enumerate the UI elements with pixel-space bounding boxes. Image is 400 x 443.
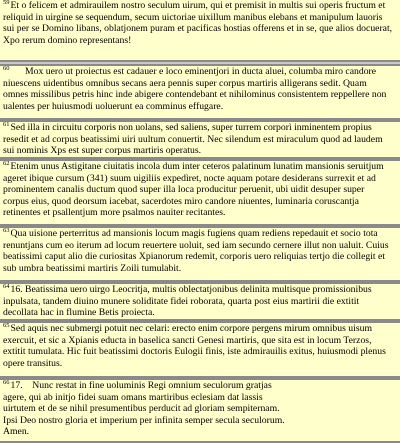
paragraph-text: agere, qui ab initjo fidei suam omans martiribus eclesiam dat lassis xyxy=(3,391,263,403)
paragraph-line xyxy=(3,173,396,185)
paragraph-text: Sed illa in circuitu corporis non uolans, sed saliens, super turrem corporì inminentem propius xyxy=(10,122,372,133)
paragraph-number: 64 xyxy=(3,282,10,290)
paragraph-line xyxy=(3,12,396,24)
paragraph-line xyxy=(3,284,396,296)
paragraph-line xyxy=(3,240,396,252)
paragraph-text: Sed aquis nec submergi potuit nec celari: erecto enim corpore pergens mirum omnibus uisum xyxy=(10,323,372,334)
paragraph-line xyxy=(3,89,396,101)
paragraph-text: renuntjans cum eo iterum ad locum reuertere uoluit, sed iam secundo cernere illut non ualuit. Cuius xyxy=(3,239,389,251)
paragraph-text: sui per se Domino libans, oblatjonem puram et pacificas hostias offerens et in se, que alios docuerat, xyxy=(3,23,393,34)
paragraph-text: ageret ibique cursum (341) suum uigiliis expedìret, nocte aquam potare desiderans surrexit et ad xyxy=(3,172,376,184)
paragraph-text: Ipsi Deo nostro gloria et imperium per infinita semper secula seculorum. xyxy=(3,414,285,426)
paragraph-text: opere transitus. xyxy=(3,357,63,369)
paragraph-text: inpulsata, tandem diuino munere solidìtate fidei roborata, quarta post eius martirii die extitit xyxy=(3,295,360,307)
paragraph-line xyxy=(3,307,396,319)
paragraph-text: extitit tumulata. Hic fuit beatissimi doctoris Eulogii finis, iste admirauilis exitus, huiusmodi plenus xyxy=(3,346,386,357)
paragraph-line xyxy=(3,101,396,113)
paragraph-line xyxy=(3,35,396,47)
paragraph-line xyxy=(3,335,396,347)
paragraph-text: 16. Beatissima uero uirgo Leocritja, multis oblectatjonibus delinita multisque promissionibus xyxy=(10,284,372,295)
paragraph-line xyxy=(3,122,396,134)
paragraph-66 xyxy=(0,378,400,443)
paragraph-line xyxy=(3,145,396,157)
paragraph-line xyxy=(3,196,396,208)
paragraph-line xyxy=(3,415,396,427)
paragraph-text: omnes missilibus petris hinc inde abigere contendebant et nihilominus consistentem reppellere non xyxy=(3,89,387,100)
paragraph-line xyxy=(3,323,396,335)
paragraph-text: retinentes et psallentjum more psalmos nauiter recitantes. xyxy=(3,207,226,218)
paragraph-line xyxy=(3,426,396,438)
paragraph-text: sui nominis Xps est super corpus martiris operatus. xyxy=(3,145,202,156)
paragraph-text: Qua uisione perterritus ad mansionis locum magis fugiens quam rediens repedauit et socio tota xyxy=(10,228,378,239)
paragraph-text: niuescens uidentibus omnibus secans aera pennis super corpus martiris alligerans sedit. Quam xyxy=(3,77,367,89)
paragraph-text: Mox uero ut proiectus est cadauer e loco eminentjori in ducta aluei, columba miro candore xyxy=(10,66,377,77)
paragraph-number: 66 xyxy=(3,378,10,386)
paragraph-line xyxy=(3,66,396,78)
paragraph-text: beatissimi caput alio die curiositas Xpianorum redemit, corporis uero reliquias tertjo die collegit et xyxy=(3,251,386,262)
paragraph-line xyxy=(3,0,396,12)
paragraph-line xyxy=(3,380,396,392)
paragraph-text: 17. Nunc restat in fine uoluminis Regi omnium seculorum gratjas xyxy=(10,380,272,391)
paragraph-text: exercuit, et sic a Xpianis educta in baselica sancti Genesi martiris, que sita est in locum Terzos, xyxy=(3,334,372,346)
paragraph-number: 60 xyxy=(3,64,10,72)
paragraph-text: reliquid in uirgine se sequendum, secum uictoriae uixillum manibus elebans et manipulum lauoris xyxy=(3,11,383,23)
paragraph-number: 59 xyxy=(3,0,10,6)
paragraph-text: Etenim unus Astigitane ciuitatis incola dum inter ceteros palatinum lunatim mansionis seruitjum xyxy=(10,161,384,172)
paragraph-line xyxy=(3,392,396,404)
paragraph-text: decollata hac in flumine Betis proiecta. xyxy=(3,307,155,318)
paragraph-number: 62 xyxy=(3,159,10,167)
paragraph-line xyxy=(3,296,396,308)
paragraph-line xyxy=(3,134,396,146)
paragraph-text: ualentes per huiusmodi uoluerunt ea comminus effugare. xyxy=(3,100,224,112)
paragraph-line xyxy=(3,228,396,240)
paragraph-text: uirtutem et de se nihil presumentibus perducit ad gloriam sempiternam. xyxy=(3,403,280,414)
paragraph-line xyxy=(3,263,396,275)
paragraph-line xyxy=(3,346,396,358)
paragraph-60 xyxy=(0,64,400,120)
paragraph-59 xyxy=(0,0,400,62)
paragraph-text: prominentem canalis ductum quod super illa loca producitur peruenit, ubi uidit desuper super xyxy=(3,184,365,195)
paragraph-text: sub umbra beatissimi martiris Zoili tumulabit. xyxy=(3,262,182,274)
paragraph-line xyxy=(3,403,396,415)
paragraph-line xyxy=(3,251,396,263)
paragraph-64 xyxy=(0,282,400,321)
paragraph-text: Xpo rerum domino representans! xyxy=(3,34,132,46)
paragraph-text: resedit et ad corpus beatissimi uiri uultum conuertit. Nec silendum est miraculum quod ad laudem xyxy=(3,133,383,145)
paragraph-text: corpus eius, quod deorsum iacebat, sacerdotes miro candore niuentes, luminaria coruscantja xyxy=(3,195,359,207)
paragraph-line xyxy=(3,161,396,173)
paragraph-text: Amen. xyxy=(3,426,30,437)
paragraph-line xyxy=(3,358,396,370)
paragraph-61 xyxy=(0,120,400,159)
paragraph-number: 61 xyxy=(3,120,10,128)
paragraph-number: 63 xyxy=(3,226,10,234)
paragraph-line xyxy=(3,23,396,35)
paragraph-line xyxy=(3,184,396,196)
paragraph-65 xyxy=(0,321,400,378)
paragraph-line xyxy=(3,78,396,90)
paragraph-line xyxy=(3,207,396,219)
paragraph-text: Et o felicem et admirauilem nostro seculum uirum, qui et premisit in multis sui operis fructum et xyxy=(10,0,386,11)
paragraph-63 xyxy=(0,226,400,282)
paragraph-62 xyxy=(0,159,400,226)
paragraph-number: 65 xyxy=(3,321,10,329)
